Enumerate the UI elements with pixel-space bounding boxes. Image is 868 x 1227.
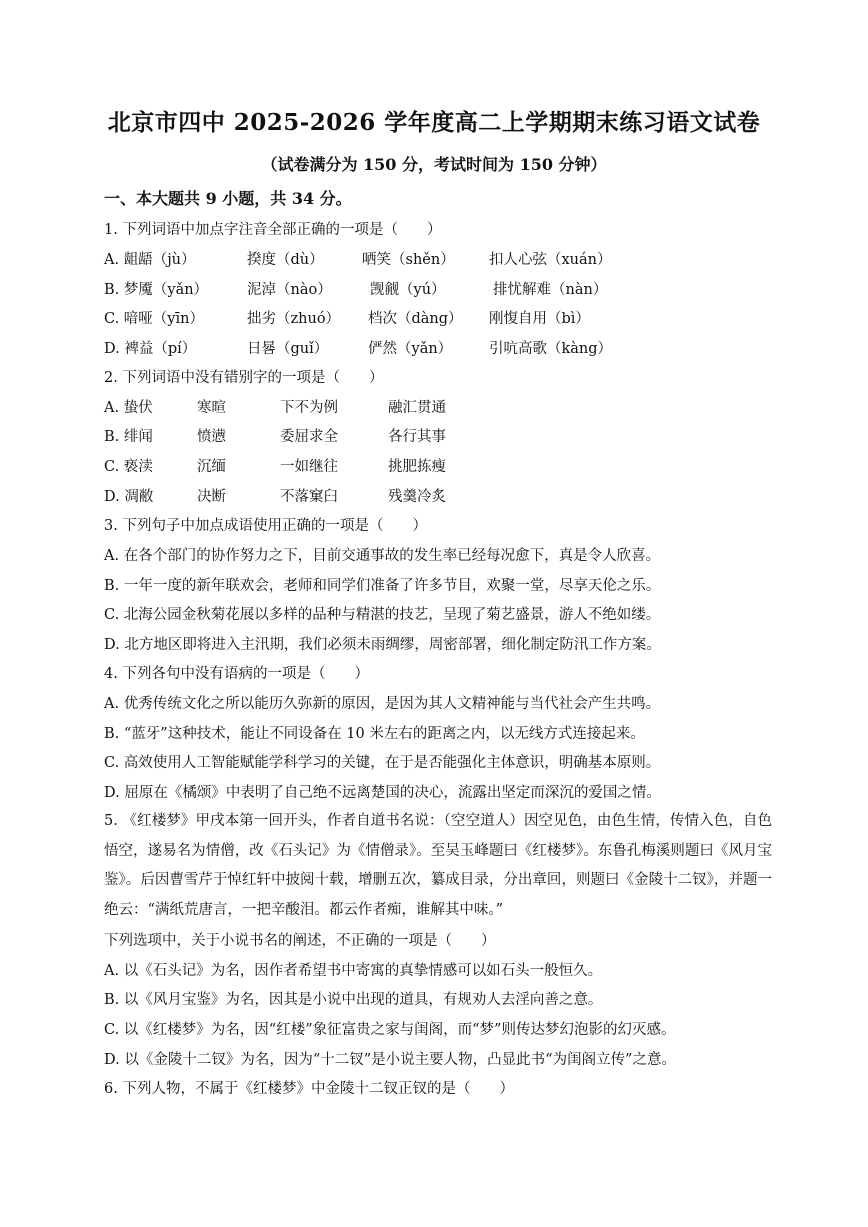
option-cell: 俨然（yǎn） xyxy=(368,341,453,357)
option-cell: C. 亵渎 xyxy=(104,459,153,475)
question-5-passage: 5. 《红楼梦》甲戌本第一回开头，作者自道书名说：（空空道人）因空见色，由色生情，传情入色，自色悟空，遂易名为情僧，改《石头记》为《情僧录》。至吴玉峰题曰《红楼梦》。东鲁孔梅溪则题曰《风月宝鉴》。后因曹雪芹于悼红轩中披阅十载，增删五次，纂成目录，分出章回，则题曰《金陵十二钗》，并题一绝云：“满纸荒唐言，一把辛酸泪。都云作者痴，谁解其中味。” xyxy=(104,813,772,918)
option-cell: 寒暄 xyxy=(197,400,226,416)
option-cell: 哂笑（shěn） xyxy=(362,252,455,268)
option-cell: 不落窠臼 xyxy=(280,489,338,505)
option-cell: A. 龃龉（jù） xyxy=(104,252,196,268)
option-cell: 一如继往 xyxy=(280,459,338,475)
option-cell: 残羹冷炙 xyxy=(388,489,446,505)
option-cell: 日晷（guǐ） xyxy=(247,341,329,357)
question-3-option-a: A. 在各个部门的协作努力之下，目前交通事故的发生率已经每况愈下，真是令人欣喜。 xyxy=(104,548,661,564)
option-cell: C. 喑哑（yīn） xyxy=(104,311,204,327)
option-cell: 排忧解难（nàn） xyxy=(493,282,608,298)
option-cell: 揆度（dù） xyxy=(247,252,324,268)
option-cell: 档次（dàng） xyxy=(368,311,463,327)
question-6-stem: 6. 下列人物，不属于《红楼梦》中金陵十二钗正钗的是（ ） xyxy=(104,1081,514,1097)
option-cell: D. 凋敝 xyxy=(104,489,154,505)
question-2-stem: 2. 下列词语中没有错别字的一项是（ ） xyxy=(104,370,384,386)
option-cell: 融汇贯通 xyxy=(388,400,446,416)
option-cell: B. 梦魇（yǎn） xyxy=(104,282,209,298)
question-1-stem: 1. 下列词语中加点字注音全部正确的一项是（ ） xyxy=(104,222,442,238)
option-cell: 沉缅 xyxy=(197,459,226,475)
question-5-option-c: C. 以《红楼梦》为名，因“红楼”象征富贵之家与闺阁，而“梦”则传达梦幻泡影的幻灭感。 xyxy=(104,1022,676,1038)
question-4-option-a: A. 优秀传统文化之所以能历久弥新的原因，是因为其人文精神能与当代社会产生共鸣。 xyxy=(104,696,661,712)
option-cell: 委屈求全 xyxy=(280,429,338,445)
option-cell: 扣人心弦（xuán） xyxy=(489,252,612,268)
option-cell: A. 蛰伏 xyxy=(104,400,153,416)
question-5-option-b: B. 以《风月宝鉴》为名，因其是小说中出现的道具，有规劝人去淫向善之意。 xyxy=(104,992,603,1008)
option-cell: 泥淖（nào） xyxy=(247,282,332,298)
question-3-stem: 3. 下列句子中加点成语使用正确的一项是（ ） xyxy=(104,518,427,534)
option-cell: 决断 xyxy=(197,489,226,505)
option-cell: D. 裨益（pí） xyxy=(104,341,197,357)
option-cell: 下不为例 xyxy=(280,400,338,416)
option-cell: 刚愎自用（bì） xyxy=(489,311,590,327)
option-cell: 各行其事 xyxy=(388,429,446,445)
question-3-option-d: D. 北方地区即将进入主汛期，我们必须未雨绸缪，周密部署，细化制定防汛工作方案。 xyxy=(104,637,661,653)
question-4-option-b: B. “蓝牙”这种技术，能让不同设备在 10 米左右的距离之内，以无线方式连接起来。 xyxy=(104,726,645,742)
section-heading: 一、本大题共 9 小题，共 34 分。 xyxy=(104,189,352,208)
question-4-option-d: D. 屈原在《橘颂》中表明了自己绝不远离楚国的决心，流露出坚定而深沉的爱国之情。 xyxy=(104,785,661,801)
exam-instructions: （试卷满分为 150 分，考试时间为 150 分钟） xyxy=(261,155,607,174)
option-cell: 拙劣（zhuó） xyxy=(247,311,341,327)
question-5-option-d: D. 以《金陵十二钗》为名，因为“十二钗”是小说主要人物，凸显此书“为闺阁立传”之意。 xyxy=(104,1052,676,1068)
option-cell: B. 绯闻 xyxy=(104,429,153,445)
question-4-stem: 4. 下列各句中没有语病的一项是（ ） xyxy=(104,666,369,682)
question-3-option-c: C. 北海公园金秋菊花展以多样的品种与精湛的技艺，呈现了菊艺盛景，游人不绝如缕。 xyxy=(104,607,661,623)
question-3-option-b: B. 一年一度的新年联欢会，老师和同学们准备了许多节目，欢聚一堂，尽享天伦之乐。 xyxy=(104,578,661,594)
option-cell: 挑肥拣瘦 xyxy=(388,459,446,475)
question-4-option-c: C. 高效使用人工智能赋能学科学习的关键，在于是否能强化主体意识，明确基本原则。 xyxy=(104,755,661,771)
question-5-option-a: A. 以《石头记》为名，因作者希望书中寄寓的真挚情感可以如石头一般恒久。 xyxy=(104,963,603,979)
option-cell: 觊觎（yú） xyxy=(370,282,446,298)
option-cell: 引吭高歌（kàng） xyxy=(489,341,613,357)
option-cell: 愤懑 xyxy=(197,429,226,445)
page-title: 北京市四中 2025-2026 学年度高二上学期期末练习语文试卷 xyxy=(107,109,761,136)
question-5-stem: 下列选项中，关于小说书名的阐述，不正确的一项是（ ） xyxy=(104,933,496,949)
